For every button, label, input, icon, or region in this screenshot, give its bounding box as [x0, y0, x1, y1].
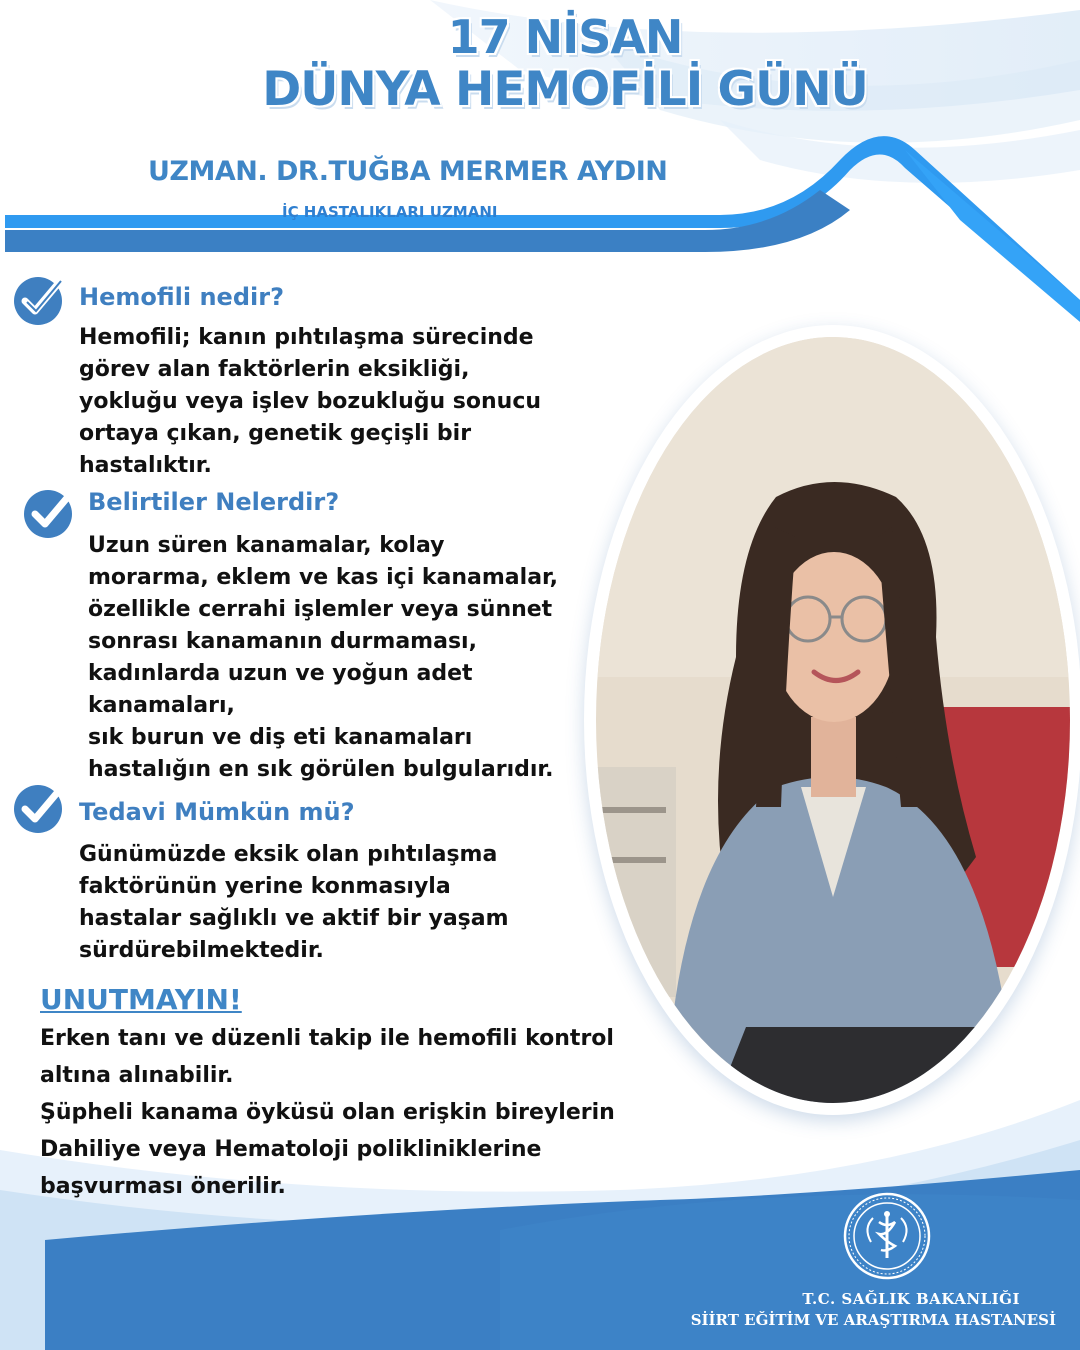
doctor-photo	[596, 337, 1070, 1103]
text-line: faktörünün yerine konmasıyla	[79, 874, 451, 899]
text-line: hastalar sağlıklı ve aktif bir yaşam	[79, 906, 509, 931]
section-body-treatment	[79, 839, 509, 967]
reminder-body	[40, 1020, 615, 1205]
section-heading-what-is: Hemofili nedir?	[79, 283, 284, 311]
text-line: Hemofili; kanın pıhtılaşma sürecinde	[79, 325, 534, 350]
text-line: yokluğu veya işlev bozukluğu sonucu	[79, 389, 542, 414]
text-line: kanamaları,	[88, 693, 235, 718]
text-line: sürdürebilmektedir.	[79, 938, 324, 963]
text-line: hastalıktır.	[79, 453, 212, 478]
text-line: başvurması önerilir.	[40, 1174, 286, 1199]
doctor-specialty: İÇ HASTALIKLARI UZMANI	[282, 203, 498, 221]
event-name-title: DÜNYA HEMOFİLİ GÜNÜ	[262, 62, 868, 117]
text-line: ortaya çıkan, genetik geçişli bir	[79, 421, 472, 446]
section-heading-treatment: Tedavi Mümkün mü?	[79, 798, 355, 826]
check-circle-icon	[22, 484, 78, 540]
text-line: Günümüzde eksik olan pıhtılaşma	[79, 842, 498, 867]
text-line: altına alınabilir.	[40, 1063, 234, 1088]
check-circle-icon	[12, 271, 68, 327]
text-line: Şüpheli kanama öyküsü olan erişkin bireylerin	[40, 1100, 615, 1125]
text-line: kadınlarda uzun ve yoğun adet	[88, 661, 473, 686]
section-body-symptoms	[88, 530, 558, 786]
text-line: sık burun ve diş eti kanamaları	[88, 725, 473, 750]
doctor-name: UZMAN. DR.TUĞBA MERMER AYDIN	[148, 156, 668, 187]
text-line: sonrası kanamanın durmaması,	[88, 629, 477, 654]
text-line: Erken tanı ve düzenli takip ile hemofili kontrol	[40, 1026, 614, 1051]
text-line: özellikle cerrahi işlemler veya sünnet	[88, 597, 553, 622]
text-line: hastalığın en sık görülen bulgularıdır.	[88, 757, 554, 782]
footer-hospital: SİİRT EĞİTİM VE ARAŞTIRMA HASTANESİ	[690, 1311, 1056, 1329]
text-line: morarma, eklem ve kas içi kanamalar,	[88, 565, 559, 590]
text-line: Uzun süren kanamalar, kolay	[88, 533, 445, 558]
ministry-seal-icon	[843, 1192, 931, 1280]
section-heading-symptoms: Belirtiler Nelerdir?	[88, 488, 340, 516]
footer-ministry: T.C. SAĞLIK BAKANLIĞI	[802, 1290, 1020, 1308]
text-line: görev alan faktörlerin eksikliği,	[79, 357, 470, 382]
text-line: Dahiliye veya Hematoloji polikliniklerine	[40, 1137, 542, 1162]
section-body-what-is	[79, 322, 541, 482]
reminder-heading: UNUTMAYIN!	[40, 983, 242, 1016]
event-date-title: 17 NİSAN	[447, 10, 683, 64]
check-circle-icon	[12, 779, 68, 835]
